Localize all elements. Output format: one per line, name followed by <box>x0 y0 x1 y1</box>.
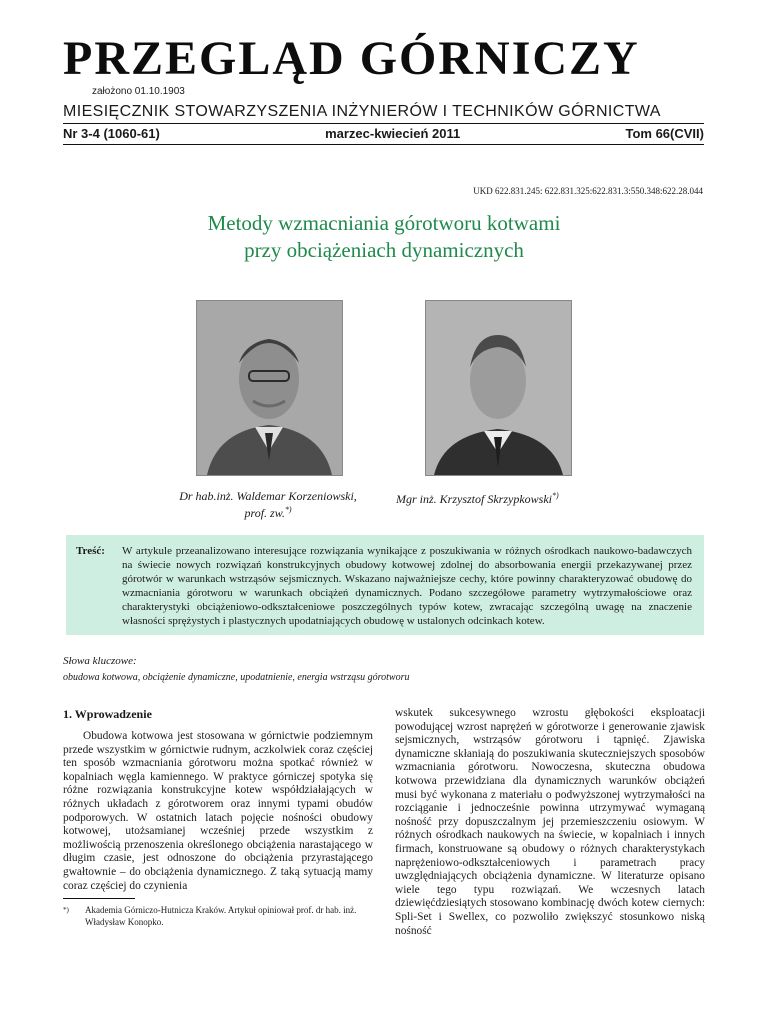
author-2-photo <box>425 300 572 476</box>
footnote <box>63 904 363 928</box>
footnote-text: Akademia Górniczo-Hutnicza Kraków. Artykuł opiniował prof. dr hab. inż. Władysław Konopko. <box>85 905 357 927</box>
author-1-name: Dr hab.inż. Waldemar Korzeniowski, <box>179 489 357 503</box>
author-1-caption <box>150 489 386 520</box>
author-1-photo <box>196 300 343 476</box>
journal-subtitle: MIESIĘCZNIK STOWARZYSZENIA INŻYNIERÓW I TECHNIKÓW GÓRNICTWA <box>63 103 661 120</box>
author-1-title: prof. zw.*) <box>244 505 292 520</box>
article-title <box>60 210 708 264</box>
left-column-text: Obudowa kotwowa jest stosowana w górnictwie podziemnym przede wszystkim w górnictwie rudnym, aczkolwiek coraz częściej ten sposób wzmacniania górotworu można spotkać również w kopalniach węgla kamiennego. W praktyce górniczej spotyka się różne rozwiązania konstrukcyjne kotew współdziałających w różnych układach z górotworem oraz innymi typami obudów podporowych. W ostatnich latach pojęcie nośności obudowy kotwowej, utożsamianej wcześniej przede wszystkim z możliwością przenoszenia określonego obciążenia narastającego w długim czasie, jest odnoszone do obciążenia przyrastającego gwałtownie – do obciążenia dynamicznego. Z taką sytuacją mamy coraz częściej do czynienia <box>63 730 373 892</box>
header-rule-bottom <box>63 144 704 145</box>
keywords-label: Słowa kluczowe: <box>63 655 137 667</box>
abstract-box <box>66 535 704 635</box>
issue-number: Nr 3-4 (1060-61) <box>63 126 160 141</box>
author-2-caption <box>396 489 606 506</box>
article-title-line-2: przy obciążeniach dynamicznych <box>244 238 524 262</box>
article-title-line-1: Metody wzmacniania górotworu kotwami <box>207 211 561 235</box>
udk-classification: UKD 622.831.245: 622.831.325:622.831.3:550.348:622.28.044 <box>473 186 703 196</box>
keywords-text: obudowa kotwowa, obciążenie dynamiczne, upodatnienie, energia wstrząsu górotworu <box>63 672 410 683</box>
journal-masthead: PRZEGLĄD GÓRNICZY <box>63 32 640 85</box>
footnote-rule <box>63 898 135 899</box>
right-column-text: wskutek sukcesywnego wzrostu głębokości eksploatacji powodującej wzrost naprężeń w górotworze i generowanie zjawisk sejsmicznych, wstrząsów górotworu i tąpnięć. Zjawiska dynamiczne skłaniają do poszukiwania skuteczniejszych sposobów wzmacniania górotworu. Nowoczesna, skuteczna obudowa kotwowa przewidziana dla dynamicznych warunków obciążeń musi być wykonana z materiału o podwyższonej wytrzymałości na rozciąganie i jednocześnie powinna utrzymywać wymaganą nośność przy dopuszczalnym jej przemieszczeniu osiowym. W różnych ośrodkach naukowych na świecie, w kopalniach i innych firmach, konstruowane są obudowy o różnych charakterystykach naprężeniowo-odkształceniowych i parametrach pracy uwzględniających obciążenia dynamiczne. W literaturze opisano wiele tego typu rozwiązań. We wczesnych latach dziewięćdziesiątych stosowano kombinację dwóch kotew ciernych: Spli-Set i Swellex, co pozwoliło zwiększyć stosunkowo niską nośność <box>395 707 705 937</box>
section-heading: 1. Wprowadzenie <box>63 707 152 721</box>
abstract-label: Treść: <box>76 545 105 557</box>
issue-line <box>63 126 704 142</box>
abstract-text: W artykule przeanalizowano interesujące rozwiązania wynikające z poszukiwania w różnych ośrodkach naukowo-badawczych na świecie nowych rozwiązań konstrukcyjnych obudowy kotwowej zdolnej do absorbowania energii przekazywanej przez górotwór w warunkach wstrząsów sejsmicznych. Wskazano najważniejsze cechy, które powinny charakteryzować obudowę do wzmacniania górotworu w warunkach obciążeń dynamicznych. Podano szczegółowe parametry wytrzymałościowe oraz charakterystyki obciążeniowo-odkształceniowe poszczególnych typów kotew, zwracając szczególną uwagę na znaczenie własności sprężystych i plastycznych upodatniających obudowę w ustalonych odcinkach kotew. <box>122 545 692 627</box>
footnote-mark: *) <box>63 906 69 914</box>
author-2-name: Mgr inż. Krzysztof Skrzypkowski <box>396 492 552 506</box>
header-rule-top <box>63 123 704 124</box>
founded-date: założono 01.10.1903 <box>92 86 185 97</box>
author-2-portrait-icon <box>426 301 571 475</box>
volume: Tom 66(CVII) <box>625 126 704 141</box>
author-2-mark: *) <box>552 491 559 500</box>
issue-date: marzec-kwiecień 2011 <box>325 126 461 141</box>
author-1-portrait-icon <box>197 301 342 475</box>
